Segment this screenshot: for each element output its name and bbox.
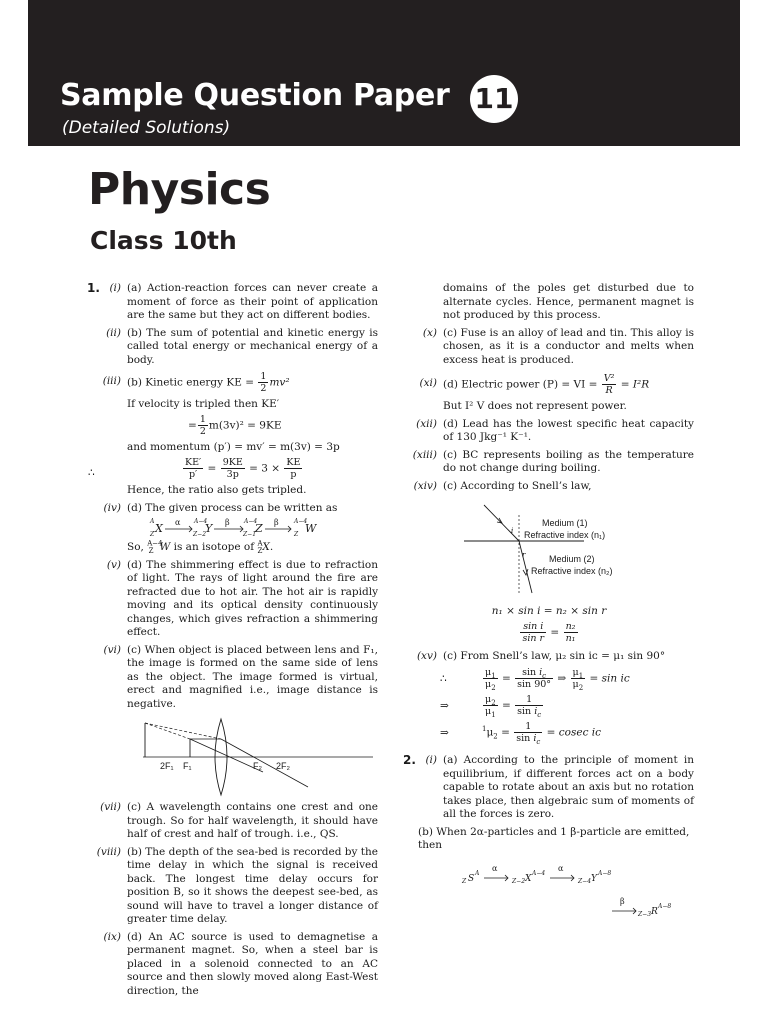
answer-text: (d) Lead has the lowest specific heat capacity of 130 Jkg⁻¹ K⁻¹. — [443, 417, 694, 443]
subject-title: Physics — [88, 164, 271, 215]
svg-text:Z: Z — [294, 531, 299, 538]
snells-law-diagram — [404, 495, 694, 599]
answer-1-xiii — [404, 449, 694, 476]
beta-label: β — [225, 518, 230, 527]
answer-text: (a) Action-reaction forces can never create a moment of force as their point of application are the same but they act on different bodies. — [127, 282, 378, 321]
paper-number-badge: 11 — [470, 75, 518, 123]
answer-1-v — [88, 559, 378, 640]
svg-text:R: R — [651, 906, 658, 917]
answer-1-xv-step3: ⇒ $^1\mu_2$ = $\frac{1}{\sin i_c}$ = cosec iᴄ — [440, 721, 602, 746]
alpha-label: α — [175, 518, 181, 527]
roman-numeral: (v) — [106, 558, 121, 571]
svg-text:A−4: A−4 — [294, 518, 308, 525]
answer-1-iii — [88, 371, 378, 394]
svg-text:β: β — [274, 518, 279, 527]
answer-text: (b) The depth of the sea-bed is recorded by the time delay in which the signal is received back. The longest time delay occurs for position B, so it shows the deepest see-bed, as sound will have to travel a longer distance of greater time delay. — [127, 845, 378, 925]
fraction: $\frac{1}{2}$ — [260, 371, 267, 394]
decay-equation-q2 — [404, 853, 694, 919]
svg-text:β: β — [620, 896, 625, 906]
answer-text: (c) BC represents boiling as the temperature do not change during boiling. — [443, 448, 694, 474]
answer-text: (b) The sum of potential and kinetic energy is called total energy or mechanical energy of a body. — [127, 326, 378, 366]
answer-1-xv-step2: ⇒ $\frac{\mu_2}{\mu_1}$ = $\frac{1}{\sin i_c}$ — [440, 694, 542, 719]
answer-1-iii-eq1: = $\frac{1}{2}$ m(3v)² = 9KE — [188, 413, 282, 437]
answer-1-iii-ratio: ∴ $\frac{KE'}{p'}$ = $\frac{9KE}{3p}$ = 3 × $\frac{KE}{p}$ — [88, 457, 301, 480]
answer-1-viii — [88, 846, 378, 927]
left-column — [88, 282, 378, 1002]
answer-1-xv-step1: ∴ $\frac{\mu_1}{\mu_2}$ = $\frac{\sin i_c}{\sin 90^\circ}$ ⇒ $\frac{\mu_1}{\mu_2}$ = sin iᴄ — [440, 667, 630, 692]
right-column — [404, 282, 694, 919]
svg-text:A: A — [150, 518, 155, 525]
answer-text: (c) According to Snell’s law, — [443, 479, 592, 492]
answer-2-i — [404, 754, 694, 822]
roman-numeral: (i) — [425, 754, 437, 766]
label-f2: F₂ — [253, 761, 262, 771]
roman-numeral: (ix) — [103, 930, 121, 943]
label-2f1: 2F₁ — [160, 761, 174, 771]
answer-text: (c) When object is placed between lens and F₁, the image is formed on the same side of lens as the object. The image formed is virtual, erect and magnified i.e., image distance is negative. — [127, 643, 378, 710]
roman-numeral: (x) — [422, 326, 437, 339]
answer-text: (a) According to the principle of moment in equilibrium, if different forces act on a body capable to rotate about an axis but no rotation takes place, then algebraic sum of moments of all the forces is zero. — [443, 754, 694, 820]
roman-numeral: (xiv) — [413, 479, 437, 492]
question-number-2: 2. — [403, 753, 416, 767]
medium-2-label: Medium (2) — [549, 554, 595, 564]
svg-text:r: r — [522, 551, 526, 559]
formula: mv² — [269, 376, 290, 389]
answer-1-iii-momentum: and momentum (p′) = mv′ = m(3v) = 3p — [127, 440, 340, 453]
medium-1-label: Medium (1) — [542, 518, 588, 528]
snell-ratio: $\frac{\text{sin i}}{\text{sin r}}$ = $\frac{\text{n₂}}{\text{n₁}}$ — [522, 620, 576, 644]
answer-2-i-b: (b) When 2α-particles and 1 β-particle are emitted, then — [418, 825, 690, 851]
svg-text:Y: Y — [205, 522, 213, 535]
svg-text:A−4: A−4 — [194, 518, 208, 525]
roman-numeral: (i) — [109, 282, 121, 294]
svg-text:A−4: A−4 — [244, 518, 258, 525]
roman-numeral: (ii) — [106, 326, 121, 339]
roman-numeral: (viii) — [96, 845, 121, 858]
answer-1-i — [88, 282, 378, 323]
answer-1-iv-isotope: So, $^{A-4}_Z$ W is an isotope of $^A_Z$X. — [127, 539, 274, 556]
answer-1-ix — [88, 931, 378, 999]
answer-text: (c) A wavelength contains one crest and one trough. So for half wavelength, it should have half of crest and half of trough. i.e., QS. — [127, 801, 378, 840]
answer-1-xiv — [404, 480, 694, 494]
paper-subtitle: (Detailed Solutions) — [62, 118, 231, 138]
answer-1-iv — [88, 502, 378, 516]
svg-text:A−8: A−8 — [598, 869, 612, 877]
refractive-index-1-label: Refractive index (n₁) — [524, 530, 606, 540]
roman-numeral: (vi) — [103, 643, 121, 656]
answer-1-ix-continued: domains of the poles get disturbed due to alternate cycles. Hence, permanent magnet is not produced by this process. — [443, 282, 694, 321]
label-f1: F₁ — [183, 761, 192, 771]
svg-text:Z−1: Z−1 — [243, 531, 257, 538]
answer-1-ii — [88, 327, 378, 368]
svg-text:α: α — [492, 863, 498, 873]
label-2f2: 2F₂ — [276, 761, 290, 771]
svg-text:Z−2: Z−2 — [512, 877, 526, 885]
refractive-index-2-label: Refractive index (n₂) — [531, 566, 613, 576]
answer-1-xi: (xi) (d) Electric power (P) = VI = $\frac{\text{V²}}{R}$ = I²R — [404, 373, 694, 396]
roman-numeral: (vii) — [100, 801, 121, 813]
answer-text: (c) Fuse is an alloy of lead and tin. This alloy is chosen, as it is a conductor and melts when excess heat is produced. — [443, 326, 694, 366]
svg-text:A: A — [475, 869, 480, 877]
answer-1-xi-but: But I² V does not represent power. — [443, 400, 627, 412]
answer-text: (c) From Snell’s law, μ₂ sin iᴄ = μ₁ sin 90° — [443, 649, 666, 662]
decay-chain-equation — [88, 515, 378, 541]
svg-text:Z: Z — [150, 531, 155, 538]
question-number-1: 1. — [87, 281, 100, 295]
roman-numeral: (xiii) — [412, 448, 437, 461]
roman-numeral: (xii) — [416, 417, 437, 430]
snell-equation: n₁ × sin i = n₂ × sin r — [491, 605, 607, 617]
answer-text: (b) Kinetic energy KE = — [127, 376, 255, 389]
answer-1-vi — [88, 644, 378, 712]
class-title: Class 10th — [90, 226, 237, 255]
roman-numeral: (iii) — [102, 375, 121, 387]
svg-text:Z: Z — [255, 522, 263, 535]
answer-text: (d) An AC source is used to demagnetise a permanent magnet. So, when a steel bar is placed in a solenoid connected to an AC source and then slowly moved along East-West direction, the — [127, 930, 378, 997]
answer-1-xii — [404, 418, 694, 445]
svg-text:Z: Z — [462, 877, 467, 885]
paper-title: Sample Question Paper — [60, 78, 450, 113]
roman-numeral: (xi) — [419, 377, 437, 389]
svg-text:A−4: A−4 — [532, 869, 546, 877]
lens-ray-diagram — [88, 717, 378, 797]
answer-1-x — [404, 327, 694, 368]
svg-text:α: α — [558, 863, 564, 873]
svg-text:Z−4: Z−4 — [578, 877, 592, 885]
roman-numeral: (xv) — [416, 649, 437, 662]
fraction: $\frac{1}{2}$ — [199, 413, 206, 437]
svg-text:Y: Y — [591, 873, 597, 884]
answer-1-xv — [404, 650, 694, 664]
svg-text:W: W — [305, 522, 317, 535]
svg-text:Z−3: Z−3 — [638, 910, 652, 918]
answer-text: (d) Electric power (P) = VI = — [443, 378, 598, 391]
svg-text:X: X — [155, 522, 163, 535]
answer-1-iii-hence: Hence, the ratio also gets tripled. — [127, 484, 307, 496]
svg-text:X: X — [525, 873, 532, 884]
answer-1-iii-tripled: If velocity is tripled then KE′ — [127, 398, 280, 410]
roman-numeral: (iv) — [103, 501, 121, 514]
answer-1-vii — [88, 801, 378, 842]
svg-text:Z−2: Z−2 — [193, 531, 207, 538]
svg-text:S: S — [468, 873, 475, 884]
answer-text: (d) The given process can be written as — [127, 501, 338, 514]
answer-text: (d) The shimmering effect is due to refraction of light. The rays of light around the fire are refracted due to hot air. The hot air is rapidly moving and its optical density continuously changes, which gives refraction a shimmering effect. — [127, 558, 378, 638]
svg-text:i: i — [511, 527, 514, 535]
svg-text:A−8: A−8 — [658, 902, 672, 910]
